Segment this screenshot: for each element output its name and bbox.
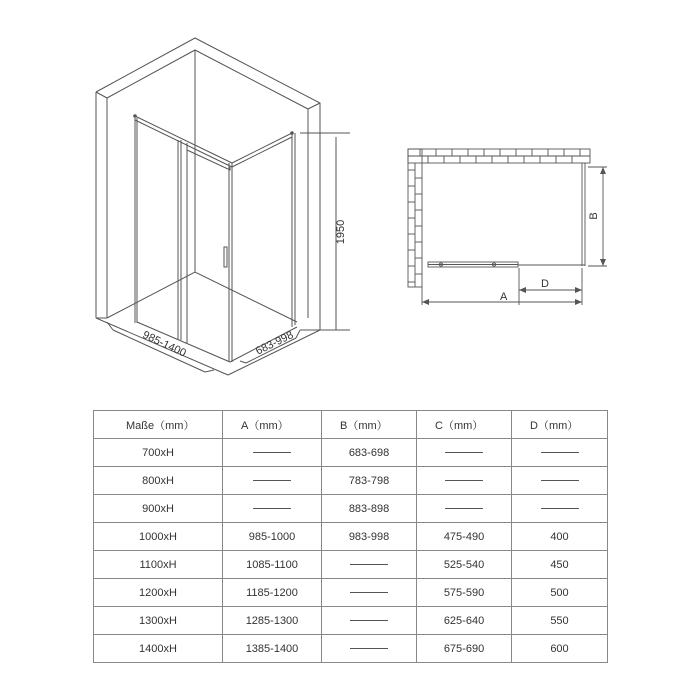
table-cell: 1285-1300 [223,607,322,635]
dimension-d-label: D [541,278,549,290]
table-cell [512,439,608,467]
table-cell [512,495,608,523]
table-cell: 550 [512,607,608,635]
table-cell: 625-640 [417,607,512,635]
table-cell [223,495,322,523]
table-cell: 1100xH [94,551,223,579]
empty-value-dash [253,508,291,509]
table-cell: 1300xH [94,607,223,635]
empty-value-dash [541,452,579,453]
empty-value-dash [445,452,483,453]
empty-value-dash [350,592,388,593]
table-cell: 600 [512,635,608,663]
header-c: C（mm） [417,411,512,439]
table-cell: 525-540 [417,551,512,579]
table-cell [223,467,322,495]
header-d: D（mm） [512,411,608,439]
table-cell: 500 [512,579,608,607]
empty-value-dash [253,452,291,453]
table-cell [322,635,417,663]
table-cell [417,467,512,495]
height-label: 1950 [335,219,347,245]
depth-label: 683-998 [253,329,296,358]
table-row [94,607,608,635]
dimensions-table [93,410,608,663]
table-cell: 400 [512,523,608,551]
top-brick-wall [408,149,590,163]
left-brick-wall [408,149,422,287]
table-cell: 883-898 [322,495,417,523]
table-cell [223,439,322,467]
header-size: Maße（mm） [94,411,223,439]
table-cell: 700xH [94,439,223,467]
table-cell: 675-690 [417,635,512,663]
table-cell: 983-998 [322,523,417,551]
table-cell: 1400xH [94,635,223,663]
empty-value-dash [350,648,388,649]
table-cell [322,607,417,635]
table-row [94,467,608,495]
empty-value-dash [350,620,388,621]
width-label: 985-1400 [140,329,188,360]
empty-value-dash [541,480,579,481]
table-row [94,635,608,663]
table-cell: 1085-1100 [223,551,322,579]
table-cell [417,495,512,523]
table-header-row [94,411,608,439]
table-cell: 683-698 [322,439,417,467]
dimension-b-label: B [588,212,600,220]
table-cell: 1185-1200 [223,579,322,607]
table-cell: 1200xH [94,579,223,607]
table-cell [322,551,417,579]
header-a: A（mm） [223,411,322,439]
table-cell: 800xH [94,467,223,495]
table-cell: 900xH [94,495,223,523]
dimension-a-label: A [500,291,508,303]
table-cell: 985-1000 [223,523,322,551]
table-cell: 783-798 [322,467,417,495]
table-row [94,523,608,551]
table-row [94,579,608,607]
header-b: B（mm） [322,411,417,439]
empty-value-dash [541,508,579,509]
table-cell [512,467,608,495]
empty-value-dash [253,480,291,481]
table-row [94,551,608,579]
table-cell [417,439,512,467]
empty-value-dash [445,480,483,481]
table-cell: 1385-1400 [223,635,322,663]
empty-value-dash [350,564,388,565]
table-row [94,439,608,467]
empty-value-dash [445,508,483,509]
table-cell [322,579,417,607]
table-cell: 475-490 [417,523,512,551]
table-row [94,495,608,523]
table-cell: 1000xH [94,523,223,551]
table-cell: 575-590 [417,579,512,607]
table-cell: 450 [512,551,608,579]
